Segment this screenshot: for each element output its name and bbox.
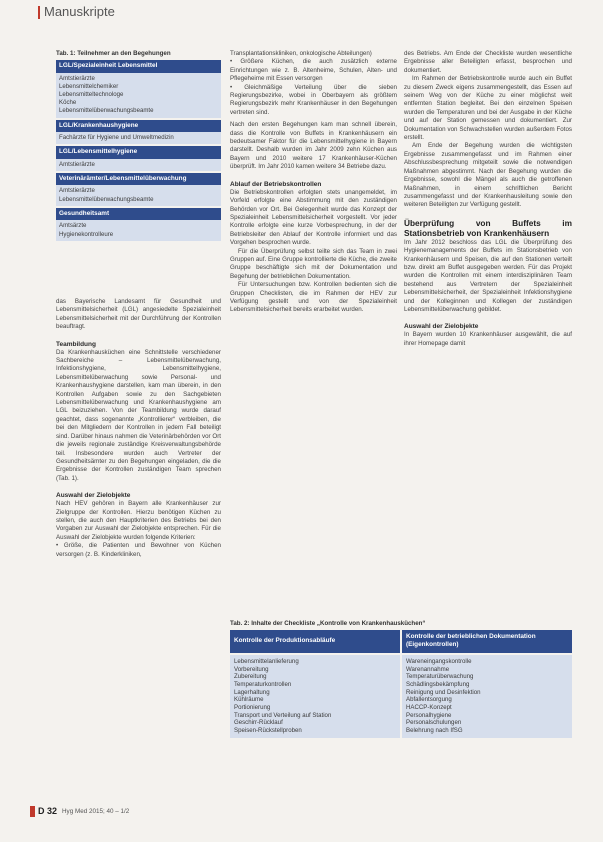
table-1-group-body	[56, 73, 221, 118]
table-2-header-right: Kontrolle der betrieblichen Dokumentation (Eigenkontrollen)	[402, 630, 572, 653]
table-1-item: Köche	[59, 99, 77, 107]
col3-section-heading: Überprüfung von Buffets im Stationsbetrieb von Krankenhäusern	[404, 217, 572, 239]
col3-heading-auswahl: Auswahl der Zielobjekte	[404, 323, 479, 331]
table-1-group-body	[56, 220, 221, 240]
table-2-body-row	[230, 655, 572, 738]
table-2-item-left: Zubereitung	[234, 673, 267, 681]
col1-heading-auswahl: Auswahl der Zielobjekte	[56, 492, 131, 500]
col3-paragraph-2: Am Ende der Begehung wurden die wichtigsten Ergebnisse zusammengefasst und im Rahmen einer Abschlussbesprechung mitgeteilt sowie die notwendigen Maßnahmen abgestimmt. Nach der Begehung wurden die Ergebnisse, sowohl die Mängel als auch die getroffenen Maßnahmen, in einem schriftlichen Bericht zusammengefasst und der Krankenhausleitung sowie den weiteren Beteiligten zur Verfügung gestellt.	[404, 142, 572, 209]
page-number-marker	[30, 806, 35, 817]
col1-heading-teambildung: Teambildung	[56, 340, 96, 348]
table-2-item-left: Lebensmittelanlieferung	[234, 657, 299, 665]
journal-reference: Hyg Med 2015; 40 – 1/2	[62, 808, 130, 815]
table-2-item-right: HACCP-Konzept	[406, 704, 452, 712]
column-2	[230, 50, 397, 315]
table-2-item-right: Abfallentsorgung	[406, 696, 452, 704]
column-1	[56, 298, 221, 559]
table-1-group-heading: Gesundheitsamt	[56, 208, 221, 221]
table-1	[56, 50, 221, 241]
table-2-column-left	[230, 655, 400, 738]
table-1-group-heading: LGL/Krankenhaushygiene	[56, 120, 221, 133]
table-1-group-heading: LGL/Spezialeinheit Lebensmittel	[56, 60, 221, 73]
table-1-group-body	[56, 159, 221, 171]
table-2-item-left: Kühlräume	[234, 696, 264, 704]
table-1-item: Lebensmittelchemiker	[59, 82, 119, 90]
col2-bullet-2: • Gleichmäßige Verteilung über die sieben Regierungsbezirke, wobei in Oberbayern als größtem Regierungsbezirk mehr Krankenhäuser in den Begehungen vertreten sind.	[230, 83, 397, 116]
table-2-item-right: Schädlingsbekämpfung	[406, 680, 470, 688]
table-1-item: Lebensmittelüberwachungsbeamte	[59, 195, 154, 203]
col1-intro: das Bayerische Landesamt für Gesundheit und Lebensmittelsicherheit (LGL) angesiedelte Spezialeinheit Lebensmittelsicherheit mit der Durchführung der Kontrollen beauftragt.	[56, 298, 221, 331]
col3-paragraph-4: In Bayern wurden 10 Krankenhäuser ausgewählt, die auf ihrer Homepage damit	[404, 331, 572, 347]
table-2-item-right: Belehrung nach IfSG	[406, 727, 463, 735]
table-2-item-left: Speisen-Rückstellproben	[234, 727, 302, 735]
table-2-header-left: Kontrolle der Produktionsabläufe	[230, 630, 400, 653]
col2-paragraph-1: Nach den ersten Begehungen kam man schnell überein, dass die Kontrolle von Buffets in Krankenhäusern ein bedeutsamer Faktor für die Lebensmittelhygiene in Bayern darstellt. Deshalb wurden im Jahr 2009 zehn Küchen aus Bayern und 2010 weitere 17 Krankenhäuser-Küchen überprüft. Im Jahr 2010 kamen weitere 34 Betriebe dazu.	[230, 121, 397, 171]
col1-paragraph-1: Da Krankenhausküchen eine Schnittstelle verschiedener Sachbereiche – Lebensmittelüberwachung, Infektionshygiene, Lebensmittelhygiene, Lebensmittelüberwachung sowie Personal- und Krankenhaushygiene darstellen, kam man überein, in den Kontrollen Aufgaben sowie zu den Sachgebieten Lebensmittelüberwachung und Krankenhaushygiene am LGL beizuziehen. Von der Teambildung wurde darauf geachtet, dass sogenannte „Kontrollierer“ verbleiben, die bei den Mitgliedern der Kontrollen in jedem Fall beteiligt sind. Darüber hinaus nahmen die Veterinärbehörden vor Ort die jeweils regionale zuständige Kreisverwaltungsbehörde teil. Insbesondere wurden auch Vertreter der Gesundheitsämter zu den Begehungen eingeladen, die die Ergebnisse der Kontrollen zuständigen Team sprechen (Tab. 1).	[56, 348, 221, 482]
col2-heading-ablauf: Ablauf der Betriebskontrollen	[230, 180, 322, 188]
col1-paragraph-2: Nach HEV gehören in Bayern alle Krankenhäuser zur Zielgruppe der Kontrollen. Hierzu benötigen Küchen zu stellen, die auch den Hauptkriterien des Betriebs bei den Vorgaben zur Auswahl der Zielobjekte entsprechen. Für die Auswahl der Zielobjekte wurden folgende Kriterien:	[56, 500, 221, 541]
table-2-item-left: Portionierung	[234, 704, 271, 712]
table-1-item: Amtsärzte	[59, 222, 87, 230]
table-2-header-row	[230, 630, 572, 653]
table-2-item-right: Reinigung und Desinfektion	[406, 688, 481, 696]
table-1-item: Amtstierärzte	[59, 187, 95, 195]
table-1-item: Hygienekontrolleure	[59, 230, 114, 238]
col2-paragraph-0: Transplantationskliniken, onkologische Abteilungen)	[230, 50, 372, 57]
table-2-item-left: Temperaturkontrollen	[234, 680, 292, 688]
col3-paragraph-3: Im Jahr 2012 beschloss das LGL die Überprüfung des Hygienemanagements der Buffets im Stationsbetrieb von Krankenhäusern und Speisen, die auf den Stationen verteilt bzw. direkt am Buffet ausgegeben werden. Für das Projekt wurden die Kontrollen mit einem interdisziplinären Team bestehend aus Vertretern der Spezialeinheit Lebensmittelsicherheit, der Spezialeinheit Infektionshygiene und der Kolleginnen und Kollegen der zuständigen Lebensmittelüberwachung gebildet.	[404, 238, 572, 313]
table-1-group-body	[56, 132, 221, 144]
table-1-groups	[56, 60, 221, 241]
table-2-item-right: Wareneingangskontrolle	[406, 657, 472, 665]
table-1-caption: Tab. 1: Teilnehmer an den Begehungen	[56, 50, 171, 57]
table-2-column-right	[402, 655, 572, 738]
table-1-group-body	[56, 185, 221, 205]
rubric-label: Manuskripte	[44, 4, 115, 19]
table-2-item-right: Temperaturüberwachung	[406, 673, 474, 681]
col3-paragraph-1: Im Rahmen der Betriebskontrolle wurde auch ein Buffet zu diesem Zweck eigens zusammengestellt, das Essen auf seinem Weg von der Küche zu einer möglichst weit entfernten Station begleitet. Bei den einzelnen Speisen wurden die Temperaturen und bei der Ausgabe in der Küche und auf der Station gemessen und dokumentiert. Zur Dokumentation von Schwachstellen wurden außerdem Fotos erstellt.	[404, 75, 572, 142]
table-1-group-heading: LGL/Lebensmittelhygiene	[56, 146, 221, 159]
table-1-item: Fachärzte für Hygiene und Umweltmedizin	[59, 134, 174, 142]
table-1-item: Amtstierärzte	[59, 160, 95, 168]
table-2-item-left: Transport und Verteilung auf Station	[234, 711, 332, 719]
table-1-item: Lebensmittelüberwachungsbeamte	[59, 107, 154, 115]
col2-paragraph-2: Die Betriebskontrollen erfolgten stets unangemeldet, im Vorfeld erfolgte eine Abstimmung mit den zuständigen Behörden vor Ort. Bei Gelegenheit wurde das Konzept der Spezialeinheit Lebensmittelsicherheit vorgestellt. Vor jeder Kontrolle erfolgte eine kurze Vorbesprechung, in der der Betriebsleiter den Ablauf der Kontrolle informiert und das Vorgehen besprochen wurde.	[230, 188, 397, 247]
table-2-caption: Tab. 2: Inhalte der Checkliste „Kontrolle von Krankenhausküchen“	[230, 620, 426, 627]
table-1-item: Amtstierärzte	[59, 74, 95, 82]
col2-bullet-1: • Größere Küchen, die auch zusätzlich externe Einrichtungen wie z. B. Altenheime, Schulen, Alten- und Pflegeheime mit Essen versorgen	[230, 58, 397, 83]
table-2	[230, 620, 572, 738]
table-1-item: Lebensmitteltechnologe	[59, 90, 124, 98]
table-2-item-left: Geschirr-Rücklauf	[234, 719, 283, 727]
col2-paragraph-3: Für die Überprüfung selbst teilte sich das Team in zwei Gruppen auf. Eine Gruppe kontrollierte die Küche, die zweite Gruppe beschäftigte sich mit der Dokumentation und Begehung der betrieblichen Dokumentation.	[230, 247, 397, 280]
table-2-item-left: Vorbereitung	[234, 665, 269, 673]
column-3	[404, 50, 572, 348]
table-2-item-right: Warenannahme	[406, 665, 450, 673]
rubric-marker	[38, 6, 40, 19]
table-1-group-heading: Veterinärämter/Lebensmittelüberwachung	[56, 173, 221, 186]
col1-bullet: • Größe, die Patienten und Bewohner von Küchen versorgen (z. B. Kinderkliniken,	[56, 542, 221, 558]
col2-paragraph-4: Für Untersuchungen bzw. Kontrollen bedienten sich die Gruppen Checklisten, die im Rahmen der HEV zur Verfügung gestellt und von der Spezialeinheit Lebensmittelsicherheit bereits erarbeitet wurden.	[230, 281, 397, 314]
page-number: D 32	[38, 806, 58, 816]
table-2-item-right: Personalschulungen	[406, 719, 462, 727]
table-2-item-right: Personalhygiene	[406, 711, 452, 719]
col3-paragraph-0: des Betriebs. Am Ende der Checkliste wurden wesentliche Ergebnisse aller Beteiligten erfasst, besprochen und dokumentiert.	[404, 50, 572, 74]
table-2-item-left: Lagerhaltung	[234, 688, 270, 696]
